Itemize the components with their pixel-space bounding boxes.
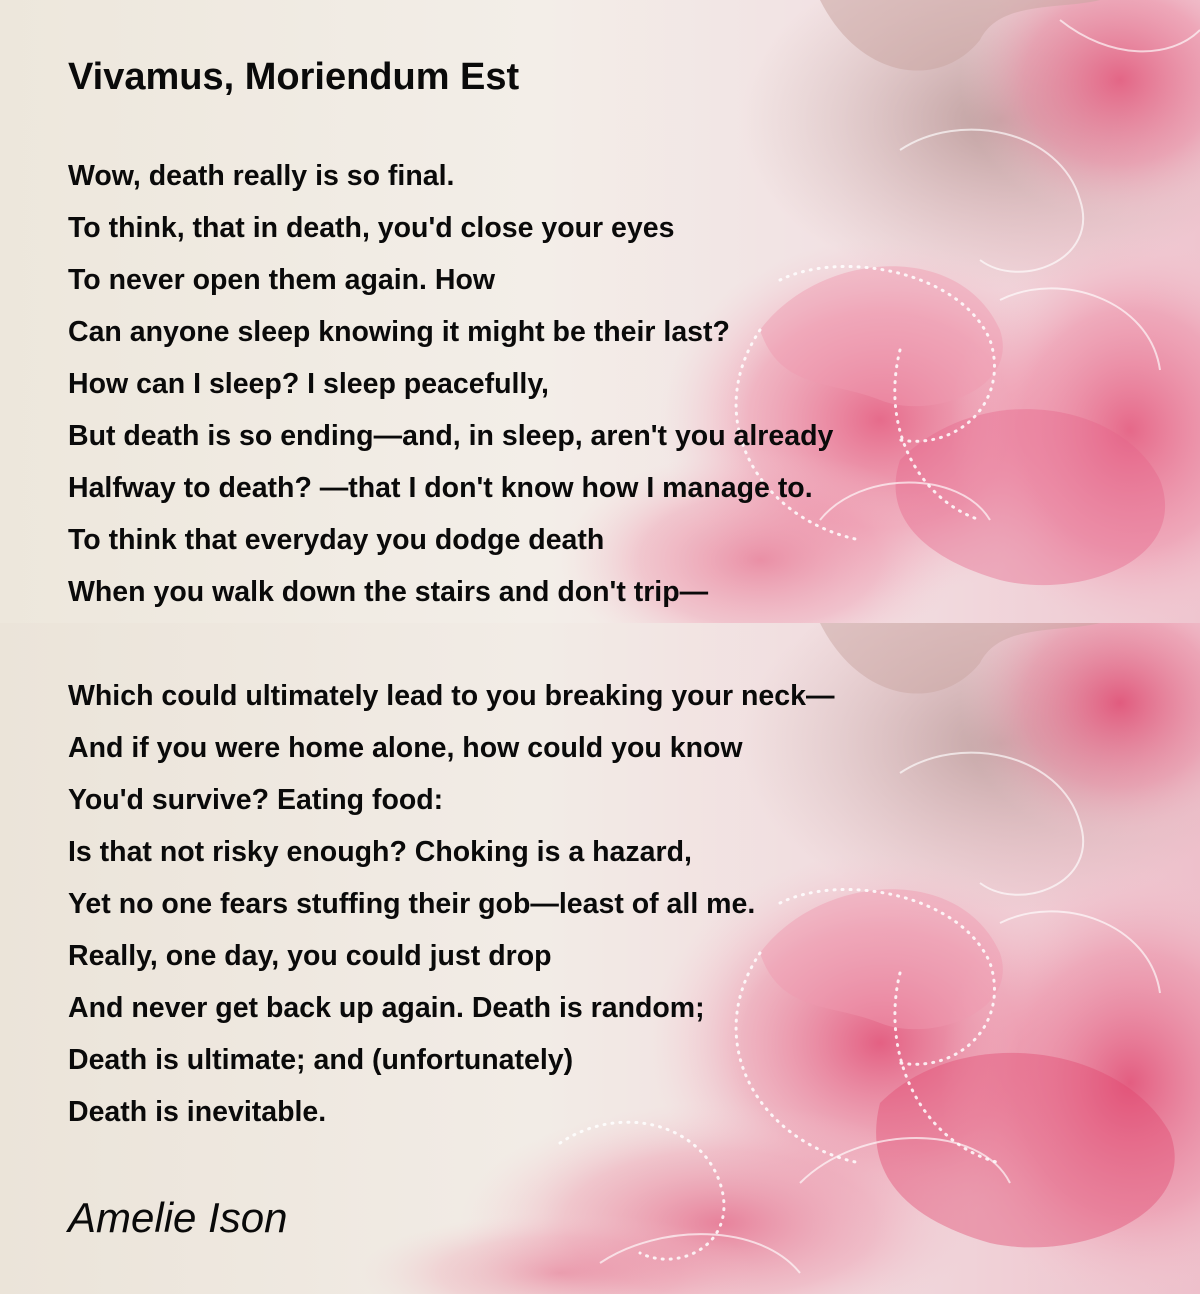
poem-line: Which could ultimately lead to you breaking your neck— [68,680,835,712]
stanza-2 [68,670,834,1138]
poem-line: Halfway to death? —that I don't know how I manage to. [68,472,813,504]
poem-line: To never open them again. How [68,264,496,296]
poem-line: And if you were home alone, how could you know [68,732,743,764]
poem-line: Yet no one fears stuffing their gob—least of all me. [68,888,756,920]
stanza-1 [68,150,833,618]
poem-line: When you walk down the stairs and don't trip— [68,576,709,608]
poem-line: You'd survive? Eating food: [68,784,444,816]
poem-line: Wow, death really is so final. [68,160,455,192]
poem-line: But death is so ending—and, in sleep, aren't you already [68,420,834,452]
poem-line: To think, that in death, you'd close your eyes [68,212,675,244]
poem-line: How can I sleep? I sleep peacefully, [68,368,549,400]
poem-author: Amelie Ison [68,1194,288,1241]
poem-line: Really, one day, you could just drop [68,940,552,972]
poem-line: Is that not risky enough? Choking is a hazard, [68,836,692,868]
poem-line: To think that everyday you dodge death [68,524,605,556]
poem-line: Death is inevitable. [68,1096,327,1128]
poem-title: Vivamus, Moriendum Est [68,56,520,98]
poem-line: And never get back up again. Death is random; [68,992,705,1024]
poem-line: Can anyone sleep knowing it might be their last? [68,316,730,348]
poem-line: Death is ultimate; and (unfortunately) [68,1044,574,1076]
